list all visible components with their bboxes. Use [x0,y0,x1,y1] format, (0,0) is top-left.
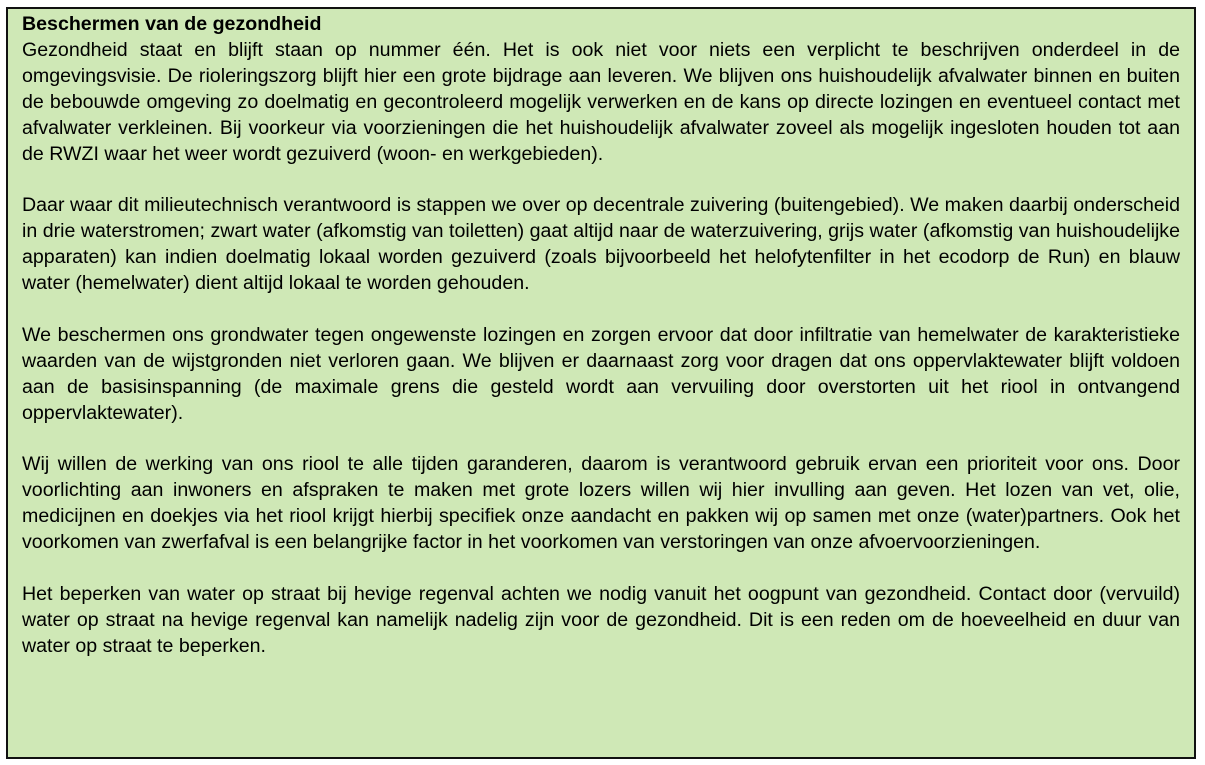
paragraph-decentral-treatment: Daar waar dit milieutechnisch verantwoord is stappen we over op decentrale zuivering (buitengebied). We maken daarbij onderscheid in drie waterstromen; zwart water (afkomstig van toiletten) gaat altijd naar de waterzuivering, grijs water (afkomstig van huishoudelijke apparaten) kan indien doelmatig lokaal worden gezuiverd (zoals bijvoorbeeld het helofytenfilter in het ecodorp de Run) en blauw water (hemelwater) dient altijd lokaal te worden gehouden. [22,194,1180,295]
paragraph-groundwater: We beschermen ons grondwater tegen ongewenste lozingen en zorgen ervoor dat door infiltratie van hemelwater de karakteristieke waarden van de wijstgronden niet verloren gaan. We blijven er daarnaast zorg voor dragen dat ons oppervlaktewater blijft voldoen aan de basisinspanning (de maximale grens die gesteld wordt aan vervuiling door overstorten uit het riool in ontvangend oppervlaktewater). [22,323,1180,424]
paragraph-health: Gezondheid staat en blijft staan op nummer één. Het is ook niet voor niets een verplicht te beschrijven onderdeel in de omgevingsvisie. De rioleringszorg blijft hier een grote bijdrage aan leveren. We blijven ons huishoudelijk afvalwater binnen en buiten de bebouwde omgeving zo doelmatig en gecontroleerd mogelijk verwerken en de kans op directe lozingen en eventueel contact met afvalwater verkleinen. Bij voorkeur via voorzieningen die het huishoudelijk afvalwater zoveel als mogelijk ingesloten houden tot aan de RWZI waar het weer wordt gezuiverd (woon- en werkgebieden). [22,38,1180,165]
paragraph-water-on-street: Het beperken van water op straat bij hevige regenval achten we nodig vanuit het oogpunt van gezondheid. Contact door (vervuild) water op straat na hevige regenval kan namelijk nadelig zijn voor de gezondheid. Dit is een reden om de hoeveelheid en duur van water op straat te beperken. [22,582,1180,657]
text-box [6,7,1196,759]
section-title: Beschermen van de gezondheid [22,13,322,35]
paragraph-sewer-usage: Wij willen de werking van ons riool te alle tijden garanderen, daarom is verantwoord gebruik ervan een prioriteit voor ons. Door voorlichting aan inwoners en afspraken te maken met grote lozers willen wij hier invulling aan geven. Het lozen van vet, olie, medicijnen en doekjes via het riool krijgt hierbij specifiek onze aandacht en pakken wij op samen met onze (water)partners. Ook het voorkomen van zwerfafval is een belangrijke factor in het voorkomen van verstoringen van onze afvoervoorzieningen. [22,453,1180,554]
